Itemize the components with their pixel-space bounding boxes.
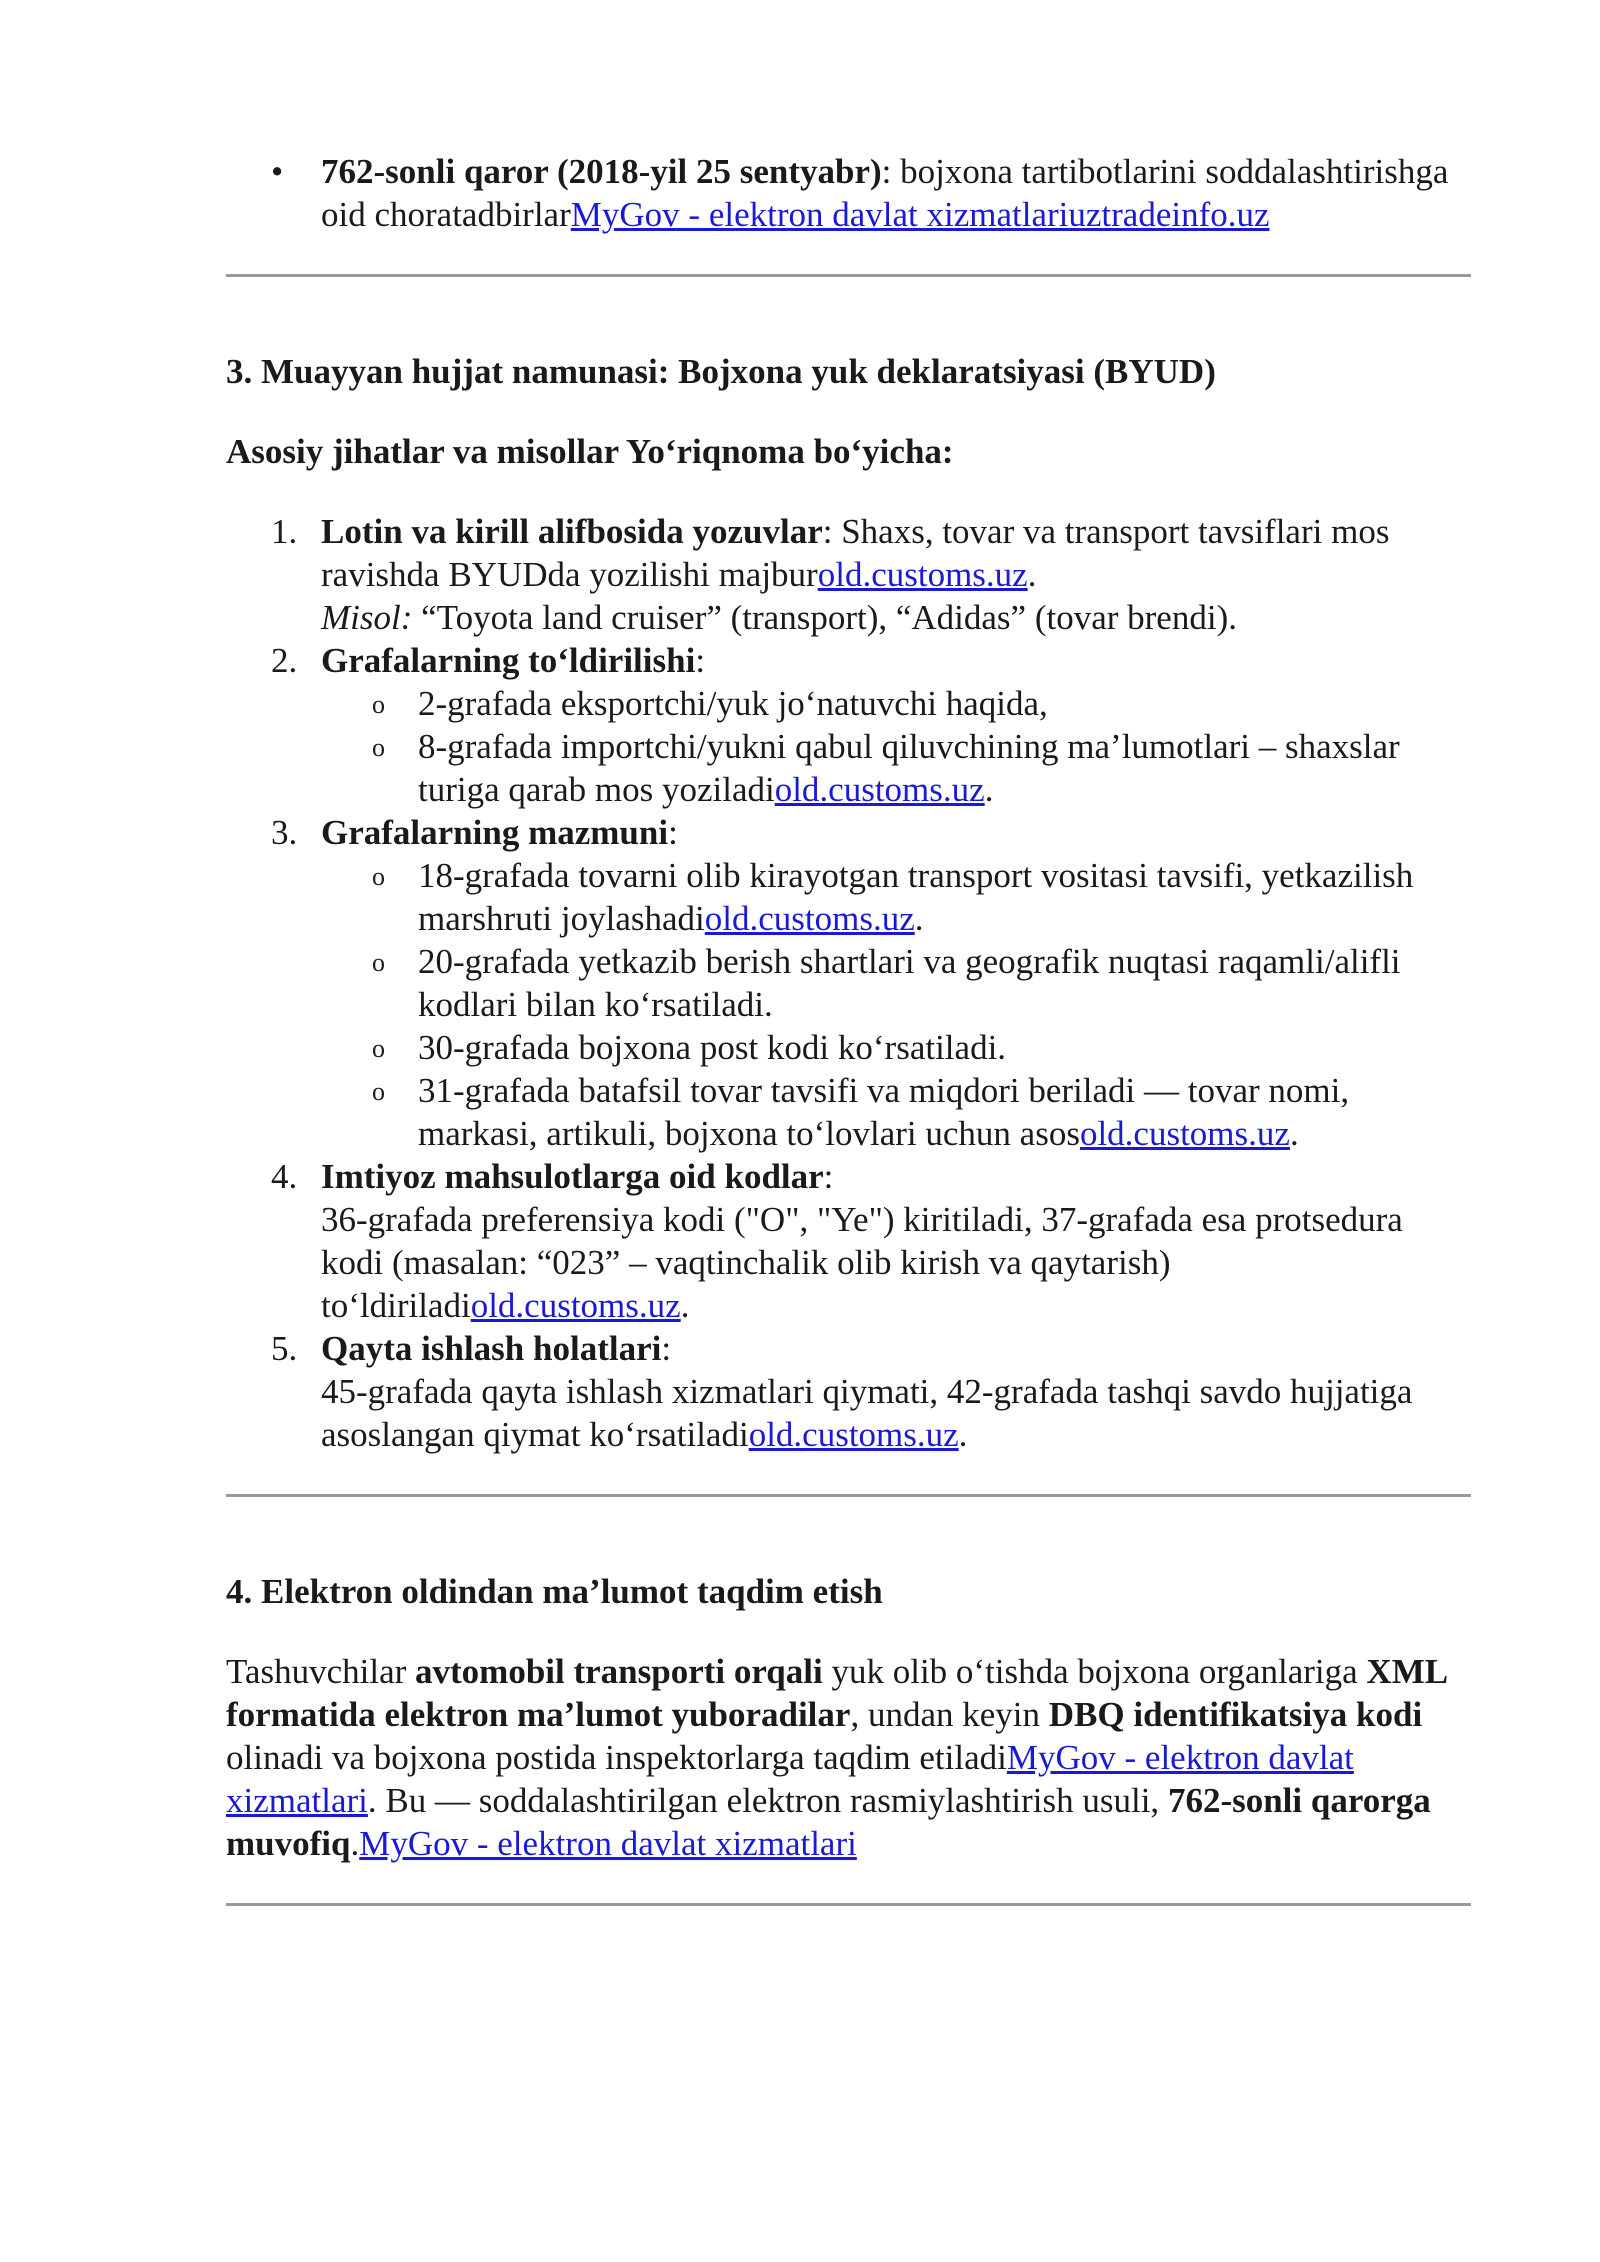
sub-item-text: 20-grafada yetkazib berish shartlari va geografik nuqtasi raqamli/alifli kodlari bilan ko‘rsatiladi. (418, 942, 1401, 1024)
uztradeinfo-link[interactable]: uztradeinfo.uz (1068, 195, 1270, 234)
example-label: Misol: (321, 598, 413, 637)
item-text: : (661, 1329, 672, 1368)
bullet-text: : bojxona tartibotlarini soddalashtirishga oid choratadbirlar (321, 152, 1449, 234)
text-run: . (350, 1824, 360, 1863)
sub-list (321, 854, 1471, 1155)
sub-list (321, 682, 1471, 811)
byud-ordered-list (226, 510, 1471, 1456)
sub-list-item (226, 725, 1471, 811)
text-run: Tashuvchilar (226, 1652, 416, 1691)
sub-item-text: 31-grafada batafsil tovar tavsifi va miqdori beriladi — tovar nomi, markasi, artikuli, bojxona to‘lovlari uchun asos (418, 1071, 1350, 1153)
text-run: , undan keyin (850, 1695, 1049, 1734)
item-number: 4. (271, 1157, 298, 1196)
customs-link[interactable]: old.customs.uz (774, 770, 985, 809)
sub-item-text: 30-grafada bojxona post kodi ko‘rsatiladi. (418, 1028, 1007, 1067)
customs-link[interactable]: old.customs.uz (748, 1415, 959, 1454)
item-title: Qayta ishlash holatlari (321, 1329, 662, 1368)
bold-run: DBQ identifikatsiya kodi (1048, 1695, 1423, 1734)
section-4-heading: 4. Elektron oldindan ma’lumot taqdim etish (226, 1572, 883, 1611)
section-3-heading: 3. Muayyan hujjat namunasi: Bojxona yuk deklaratsiyasi (BYUD) (226, 352, 1216, 391)
sub-item-tail: . (1289, 1114, 1299, 1153)
list-item (226, 510, 1471, 639)
item-number: 1. (271, 512, 298, 551)
customs-link[interactable]: old.customs.uz (704, 899, 915, 938)
item-title: Imtiyoz mahsulotlarga oid kodlar (321, 1157, 824, 1196)
item-tail: . (680, 1286, 690, 1325)
top-bullet-list (226, 150, 1471, 236)
item-title: Grafalarning to‘ldirilishi (321, 641, 696, 680)
sub-list-item (226, 1069, 1471, 1155)
example-text: “Toyota land cruiser” (transport), “Adidas” (tovar brendi). (412, 598, 1237, 637)
item-title: Grafalarning mazmuni (321, 813, 669, 852)
item-text: : (668, 813, 678, 852)
list-item (226, 150, 1471, 236)
horizontal-rule (226, 1903, 1471, 1906)
sub-list-item (226, 940, 1471, 1026)
customs-link[interactable]: old.customs.uz (1079, 1114, 1290, 1153)
section-3-subheading: Asosiy jihatlar va misollar Yo‘riqnoma bo‘yicha: (226, 432, 954, 471)
bold-run: 762-sonli qarorga muvofiq (226, 1781, 1431, 1863)
list-item (226, 639, 1471, 811)
text-run: . Bu — soddalashtirilgan elektron rasmiylashtirish usuli, (367, 1781, 1168, 1820)
text-run: olinadi va bojxona postida inspektorlarga taqdim etiladi (226, 1738, 1007, 1777)
item-number: 5. (271, 1329, 298, 1368)
sub-item-text: 8-grafada importchi/yukni qabul qiluvchining ma’lumotlari – shaxslar turiga qarab mos yoziladi (418, 727, 1400, 809)
mygov-link[interactable]: MyGov - elektron davlat xizmatlari (359, 1824, 857, 1863)
sub-list-item (226, 854, 1471, 940)
document-page (226, 150, 1471, 1906)
item-number: 3. (271, 813, 298, 852)
item-text: : (695, 641, 706, 680)
list-item (226, 1155, 1471, 1327)
text-run: yuk olib o‘tishda bojxona organlariga (822, 1652, 1367, 1691)
sub-item-text: 2-grafada eksportchi/yuk jo‘natuvchi haqida, (418, 684, 1048, 723)
item-tail: . (1027, 555, 1037, 594)
list-item (226, 811, 1471, 1155)
list-item (226, 1327, 1471, 1456)
sub-item-tail: . (984, 770, 994, 809)
mygov-link[interactable]: MyGov - elektron davlat xizmatlari (226, 1738, 1354, 1820)
sub-item-text: 18-grafada tovarni olib kirayotgan transport vositasi tavsifi, yetkazilish marshruti joylashadi (418, 856, 1414, 938)
item-number: 2. (271, 641, 298, 680)
item-body: 45-grafada qayta ishlash xizmatlari qiymati, 42-grafada tashqi savdo hujjatiga asoslangan qiymat ko‘rsatiladi (321, 1372, 1413, 1454)
sub-list-item (226, 682, 1471, 725)
item-text: : Shaxs, tovar va transport tavsiflari mos ravishda BYUDda yozilishi majbur (321, 512, 1390, 594)
bold-run: XML formatida elektron ma’lumot yuboradilar (226, 1652, 1447, 1734)
bold-run: avtomobil transporti orqali (415, 1652, 823, 1691)
item-tail: . (958, 1415, 968, 1454)
section-4-paragraph (226, 1650, 1471, 1865)
mygov-link[interactable]: MyGov - elektron davlat xizmatlari (570, 195, 1069, 234)
item-text: : (823, 1157, 834, 1196)
sub-item-tail: . (914, 899, 924, 938)
sub-list-item (226, 1026, 1471, 1069)
item-title: Lotin va kirill alifbosida yozuvlar (321, 512, 823, 551)
item-body: 36-grafada preferensiya kodi ("O", "Ye") kiritiladi, 37-grafada esa protsedura kodi (masalan: “023” – vaqtinchalik olib kirish va qaytarish) to‘ldiriladi (321, 1200, 1403, 1325)
customs-link[interactable]: old.customs.uz (817, 555, 1028, 594)
customs-link[interactable]: old.customs.uz (470, 1286, 681, 1325)
decree-title: 762-sonli qaror (2018-yil 25 sentyabr) (321, 152, 882, 191)
